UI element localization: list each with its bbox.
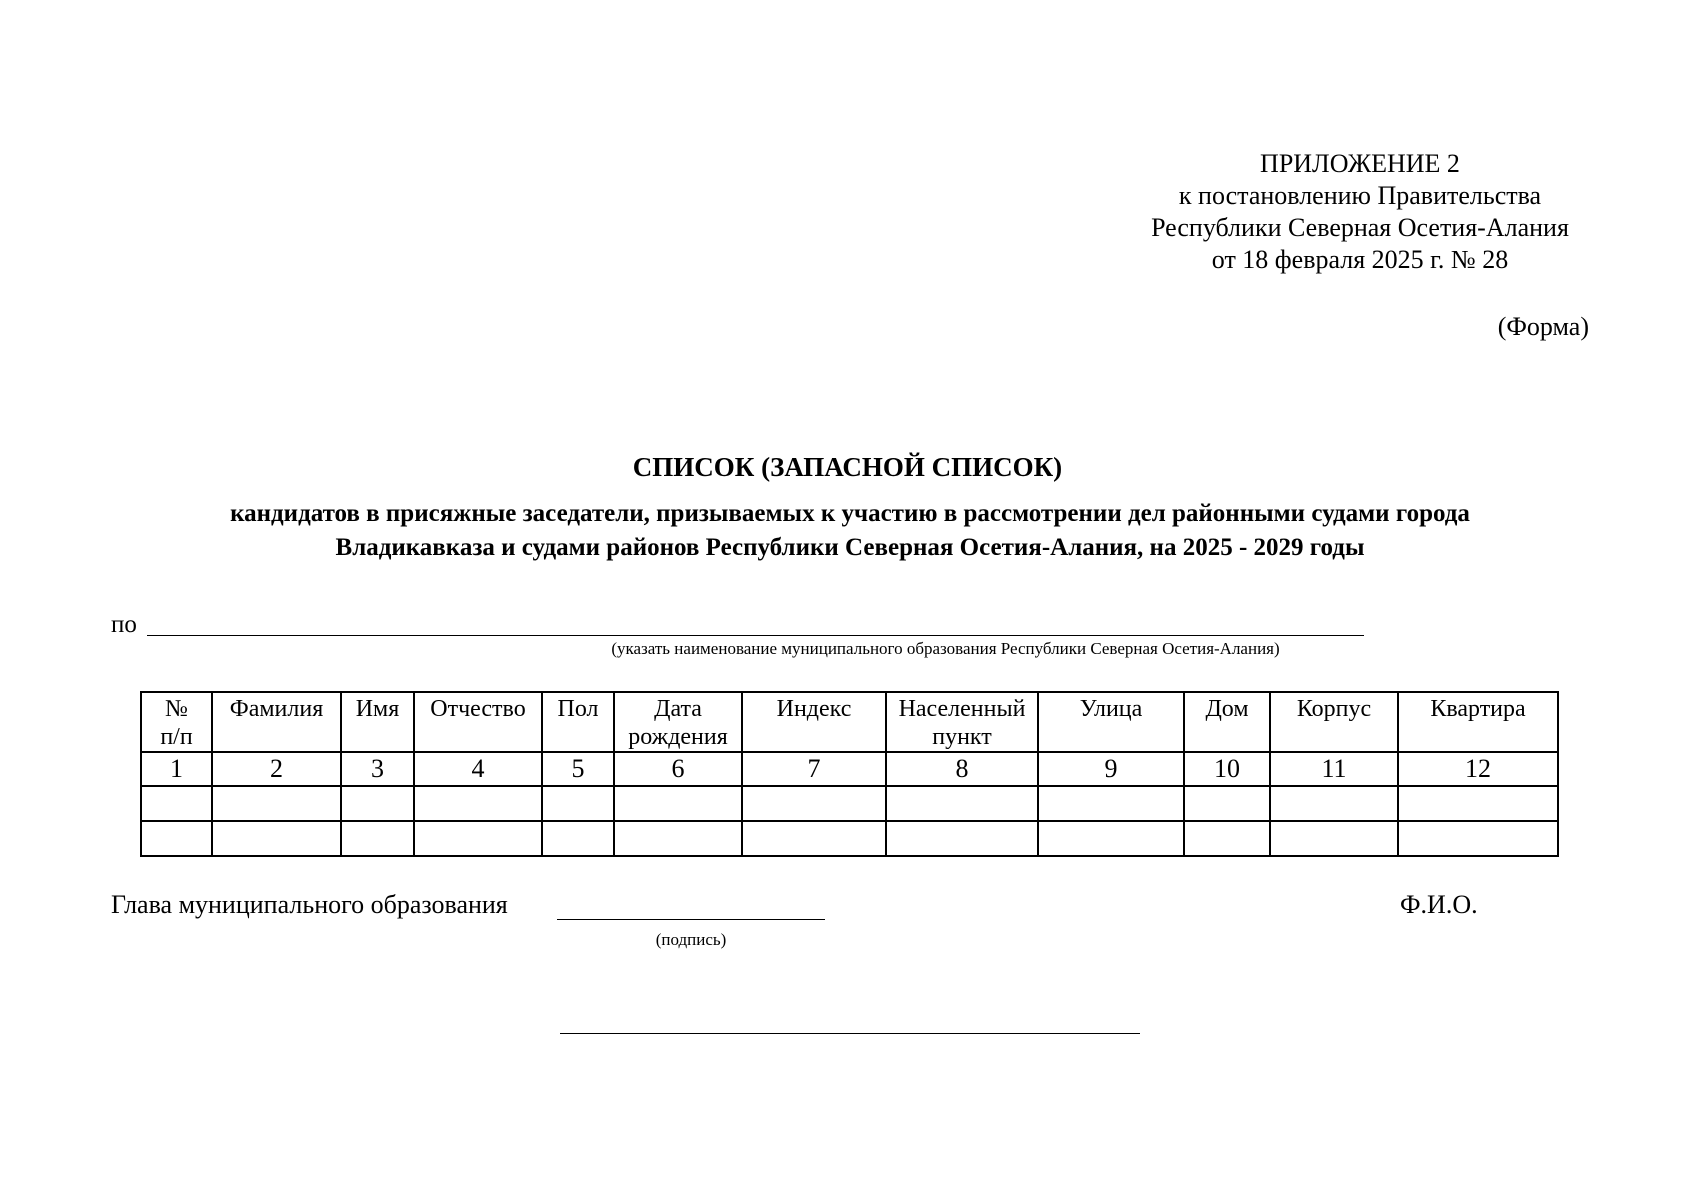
header-cell-birth-date: Дата рождения [614, 692, 742, 752]
table-column-numbers-row [141, 752, 1558, 786]
table-cell[interactable] [614, 786, 742, 821]
table-cell[interactable] [886, 821, 1038, 856]
appendix-government: Республики Северная Осетия-Алания [1151, 213, 1569, 242]
column-number-cell: 2 [212, 752, 341, 786]
table-cell[interactable] [542, 821, 614, 856]
header-cell-settlement: Населенный пункт [886, 692, 1038, 752]
table-cell[interactable] [141, 821, 212, 856]
table-cell[interactable] [542, 786, 614, 821]
table-header-row [141, 692, 1558, 752]
column-number-cell: 6 [614, 752, 742, 786]
table-cell[interactable] [886, 786, 1038, 821]
table-cell[interactable] [1184, 786, 1270, 821]
table-cell[interactable] [414, 786, 542, 821]
header-cell-name: Имя [341, 692, 414, 752]
appendix-date-number: от 18 февраля 2025 г. № 28 [1211, 245, 1509, 274]
table-cell[interactable] [1398, 821, 1558, 856]
form-label: (Форма) [1497, 312, 1589, 341]
column-number-cell: 10 [1184, 752, 1270, 786]
column-number-cell: 7 [742, 752, 886, 786]
table-cell[interactable] [141, 786, 212, 821]
municipality-fill-line[interactable] [147, 635, 1364, 636]
column-number-cell: 12 [1398, 752, 1558, 786]
table-cell[interactable] [614, 821, 742, 856]
column-number-cell: 11 [1270, 752, 1398, 786]
municipality-label: по [111, 611, 137, 638]
document-subtitle [110, 497, 1590, 565]
table-cell[interactable] [1038, 786, 1184, 821]
candidates-table [140, 691, 1559, 857]
table-cell[interactable] [212, 821, 341, 856]
table-cell[interactable] [1038, 821, 1184, 856]
document-title: СПИСОК (ЗАПАСНОЙ СПИСОК) [632, 452, 1063, 482]
subtitle-line-1: кандидатов в присяжные заседатели, призываемых к участию в рассмотрении дел районными судами города [230, 500, 1470, 527]
signature-line[interactable] [557, 919, 825, 920]
table-cell[interactable] [341, 786, 414, 821]
table-cell[interactable] [1270, 821, 1398, 856]
table-row [141, 821, 1558, 856]
header-cell-street: Улица [1038, 692, 1184, 752]
bottom-fill-line[interactable] [560, 1033, 1140, 1034]
head-signature-label: Глава муниципального образования [111, 890, 508, 919]
table-cell[interactable] [341, 821, 414, 856]
table-cell[interactable] [742, 786, 886, 821]
column-number-cell: 3 [341, 752, 414, 786]
appendix-header [1100, 148, 1620, 276]
table-row [141, 786, 1558, 821]
column-number-cell: 5 [542, 752, 614, 786]
column-number-cell: 8 [886, 752, 1038, 786]
column-number-cell: 4 [414, 752, 542, 786]
column-number-cell: 1 [141, 752, 212, 786]
table-cell[interactable] [1398, 786, 1558, 821]
header-cell-surname: Фамилия [212, 692, 341, 752]
table-cell[interactable] [212, 786, 341, 821]
header-cell-patronymic: Отчество [414, 692, 542, 752]
subtitle-line-2: Владикавказа и судами районов Республики Северная Осетия-Алания, на 2025 - 2029 годы [335, 534, 1365, 561]
appendix-reference: к постановлению Правительства [1178, 181, 1542, 210]
full-name-label: Ф.И.О. [1400, 890, 1478, 919]
appendix-title: ПРИЛОЖЕНИЕ 2 [1260, 149, 1460, 178]
header-cell-sex: Пол [542, 692, 614, 752]
table-cell[interactable] [742, 821, 886, 856]
header-cell-building: Корпус [1270, 692, 1398, 752]
table-cell[interactable] [1184, 821, 1270, 856]
header-cell-apartment: Квартира [1398, 692, 1558, 752]
table-cell[interactable] [414, 821, 542, 856]
header-cell-postcode: Индекс [742, 692, 886, 752]
municipality-hint: (указать наименование муниципального образования Республики Северная Осетия-Алания) [611, 639, 1280, 658]
column-number-cell: 9 [1038, 752, 1184, 786]
header-cell-house: Дом [1184, 692, 1270, 752]
signature-hint: (подпись) [655, 930, 727, 949]
table-cell[interactable] [1270, 786, 1398, 821]
header-cell-number: № п/п [141, 692, 212, 752]
